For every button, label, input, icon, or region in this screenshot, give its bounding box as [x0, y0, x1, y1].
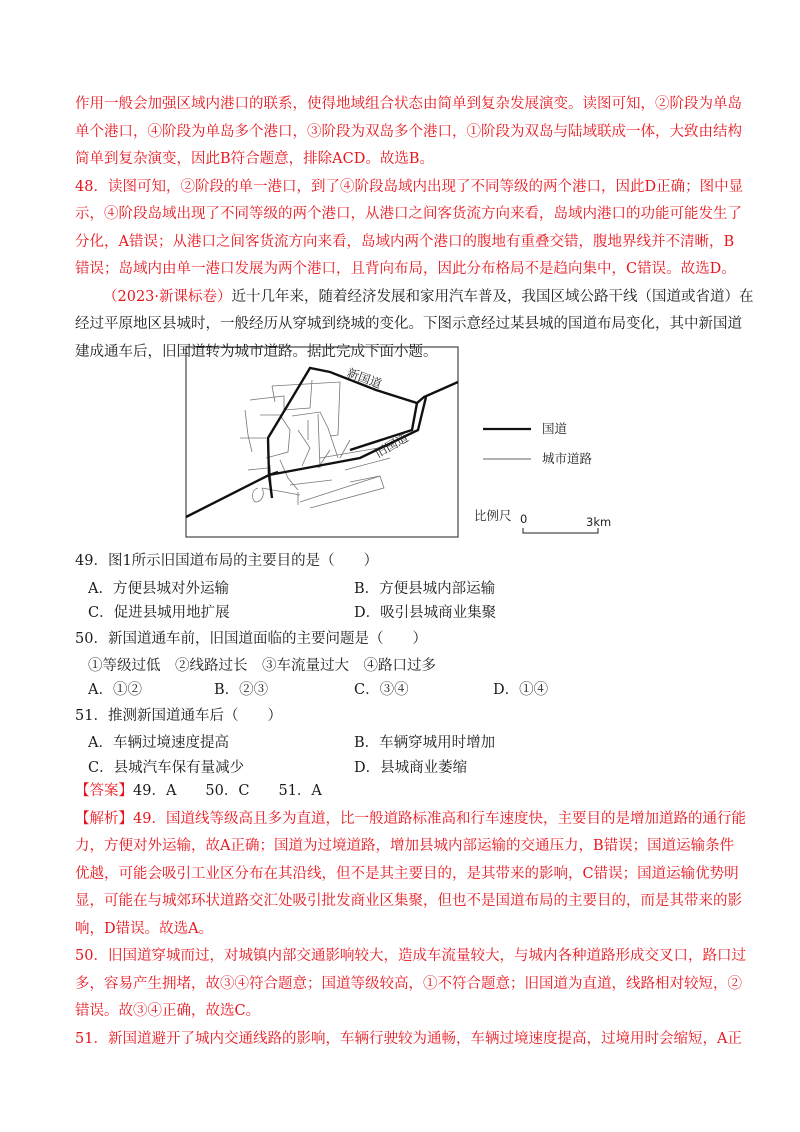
old-road-label: 旧国道 — [372, 430, 411, 461]
legend-city-label: 城市道路 — [542, 451, 593, 466]
analysis-tag: 【解析】 — [75, 810, 133, 827]
q50-explanation-line: 错误。故③④正确，故选C。 — [75, 1003, 261, 1019]
map-frame — [186, 347, 458, 537]
answer-line — [75, 778, 727, 806]
q48-explanation-line: 48．读图可知，②阶段的单一港口，到了④阶段岛域内出现了不同等级的两个港口，因此D正确；图中显 — [75, 178, 744, 195]
analysis-line: 优越，可能会吸引工业区分布在其沿线，但不是其主要目的，是其带来的影响，C错误；国道运输优势明 — [75, 865, 739, 882]
scale-end: 3km — [586, 515, 612, 529]
q50-option-d[interactable]: D．①④ — [493, 682, 549, 698]
q49-option-c[interactable]: C．促进县城用地扩展 — [88, 605, 230, 621]
q50-option-c[interactable]: C．③④ — [354, 682, 409, 698]
question-stem-line: 经过平原地区县城时，一般经历从穿城到绕城的变化。下图示意经过某县城的国道布局变化，其中新国道 — [75, 316, 742, 332]
q48-explanation-line: 错误；岛域内由单一港口发展为两个港口，且背向布局，因此分布格局不是趋向集中，C错误。故选D。 — [75, 261, 736, 277]
q50-option-a[interactable]: A．①② — [88, 682, 142, 698]
q49-option-b[interactable]: B．方便县城内部运输 — [354, 581, 496, 597]
new-road-label: 新国道 — [344, 365, 384, 392]
q51-option-c[interactable]: C．县城汽车保有量减少 — [88, 760, 245, 776]
explanation-line: 单个港口，④阶段为单岛多个港口，③阶段为双岛多个港口，①阶段为双岛与陆域联成一体，大致由结构 — [75, 123, 742, 140]
analysis-first-line — [75, 806, 746, 834]
q49-option-d[interactable]: D．吸引县城商业集聚 — [354, 605, 497, 621]
analysis-text: 49．国道线等级高且多为直道，比一般道路标准高和行车速度快，主要目的是增加道路的通行能 — [133, 810, 746, 827]
question-stem-first-line — [103, 284, 755, 312]
q51-option-b[interactable]: B．车辆穿城用时增加 — [354, 735, 496, 751]
q48-explanation-line: 分化，A错误；从港口之间客货流方向来看，岛域内两个港口的腹地有重叠交错，腹地界线并不清晰，B — [75, 233, 735, 250]
analysis-line: 显，可能在与城郊环状道路交汇处吸引批发商业区集聚，但也不是国道布局的主要目的，而是其带来的影 — [75, 893, 742, 909]
q50-explanation-line: 50．旧国道穿城而过，对城镇内部交通影响较大，造成车流量较大，与城内各种道路形成交叉口，路口过 — [75, 948, 746, 964]
q50-option-b[interactable]: B．②③ — [214, 682, 269, 698]
explanation-line: 作用一般会加强区域内港口的联系，使得地域组合状态由简单到复杂发展演变。读图可知，②阶段为单岛 — [75, 96, 742, 112]
q51-stem: 51．推测新国道通车后（ ） — [75, 708, 282, 724]
scale-zero: 0 — [520, 512, 528, 526]
question-stem-text: 近十几年来，随着经济发展和家用汽车普及，我国区域公路干线（国道或省道）在 — [231, 288, 754, 305]
legend-national-label: 国道 — [542, 421, 568, 436]
q49-stem: 49．图1所示旧国道布局的主要目的是（ ） — [75, 553, 379, 569]
q51-option-a[interactable]: A．车辆过境速度提高 — [88, 735, 229, 751]
q50-stem: 50．新国道通车前，旧国道面临的主要问题是（ ） — [75, 631, 427, 647]
explanation-line: 简单到复杂演变，因此B符合题意，排除ACD。故选B。 — [75, 151, 435, 167]
q51-option-d[interactable]: D．县城商业萎缩 — [354, 760, 468, 776]
question-stem-line: 建成通车后，旧国道转为城市道路。据此完成下面小题。 — [75, 343, 438, 360]
q50-items: ①等级过低 ②线路过长 ③车流量过大 ④路口过多 — [88, 658, 436, 674]
scale-title: 比例尺 — [474, 508, 512, 523]
answer-tag: 【答案】 — [75, 783, 133, 799]
q50-explanation-line: 多，容易产生拥堵，故③④符合题意；国道等级较高，①不符合题意；旧国道为直道，线路相对较短，② — [75, 975, 742, 992]
q49-option-a[interactable]: A．方便县城对外运输 — [88, 581, 229, 597]
q48-explanation-line: 示，④阶段岛域出现了不同等级的两个港口，从港口之间客货流方向来看，岛域内港口的功能可能发生了 — [75, 206, 742, 222]
road-layout-map — [180, 340, 660, 540]
q51-explanation-line: 51．新国道避开了城内交通线路的影响，车辆行驶较为通畅，车辆过境速度提高，过境用时会缩短，A正 — [75, 1030, 742, 1047]
answer-text: 49．A 50．C 51．A — [133, 783, 322, 799]
question-source: （2023·新课标卷） — [103, 288, 232, 305]
analysis-line: 响，D错误。故选A。 — [75, 920, 214, 937]
analysis-line: 力，方便对外运输，故A正确；国道为过境道路，增加县城内部运输的交通压力，B错误；国道运输条件 — [75, 838, 735, 854]
